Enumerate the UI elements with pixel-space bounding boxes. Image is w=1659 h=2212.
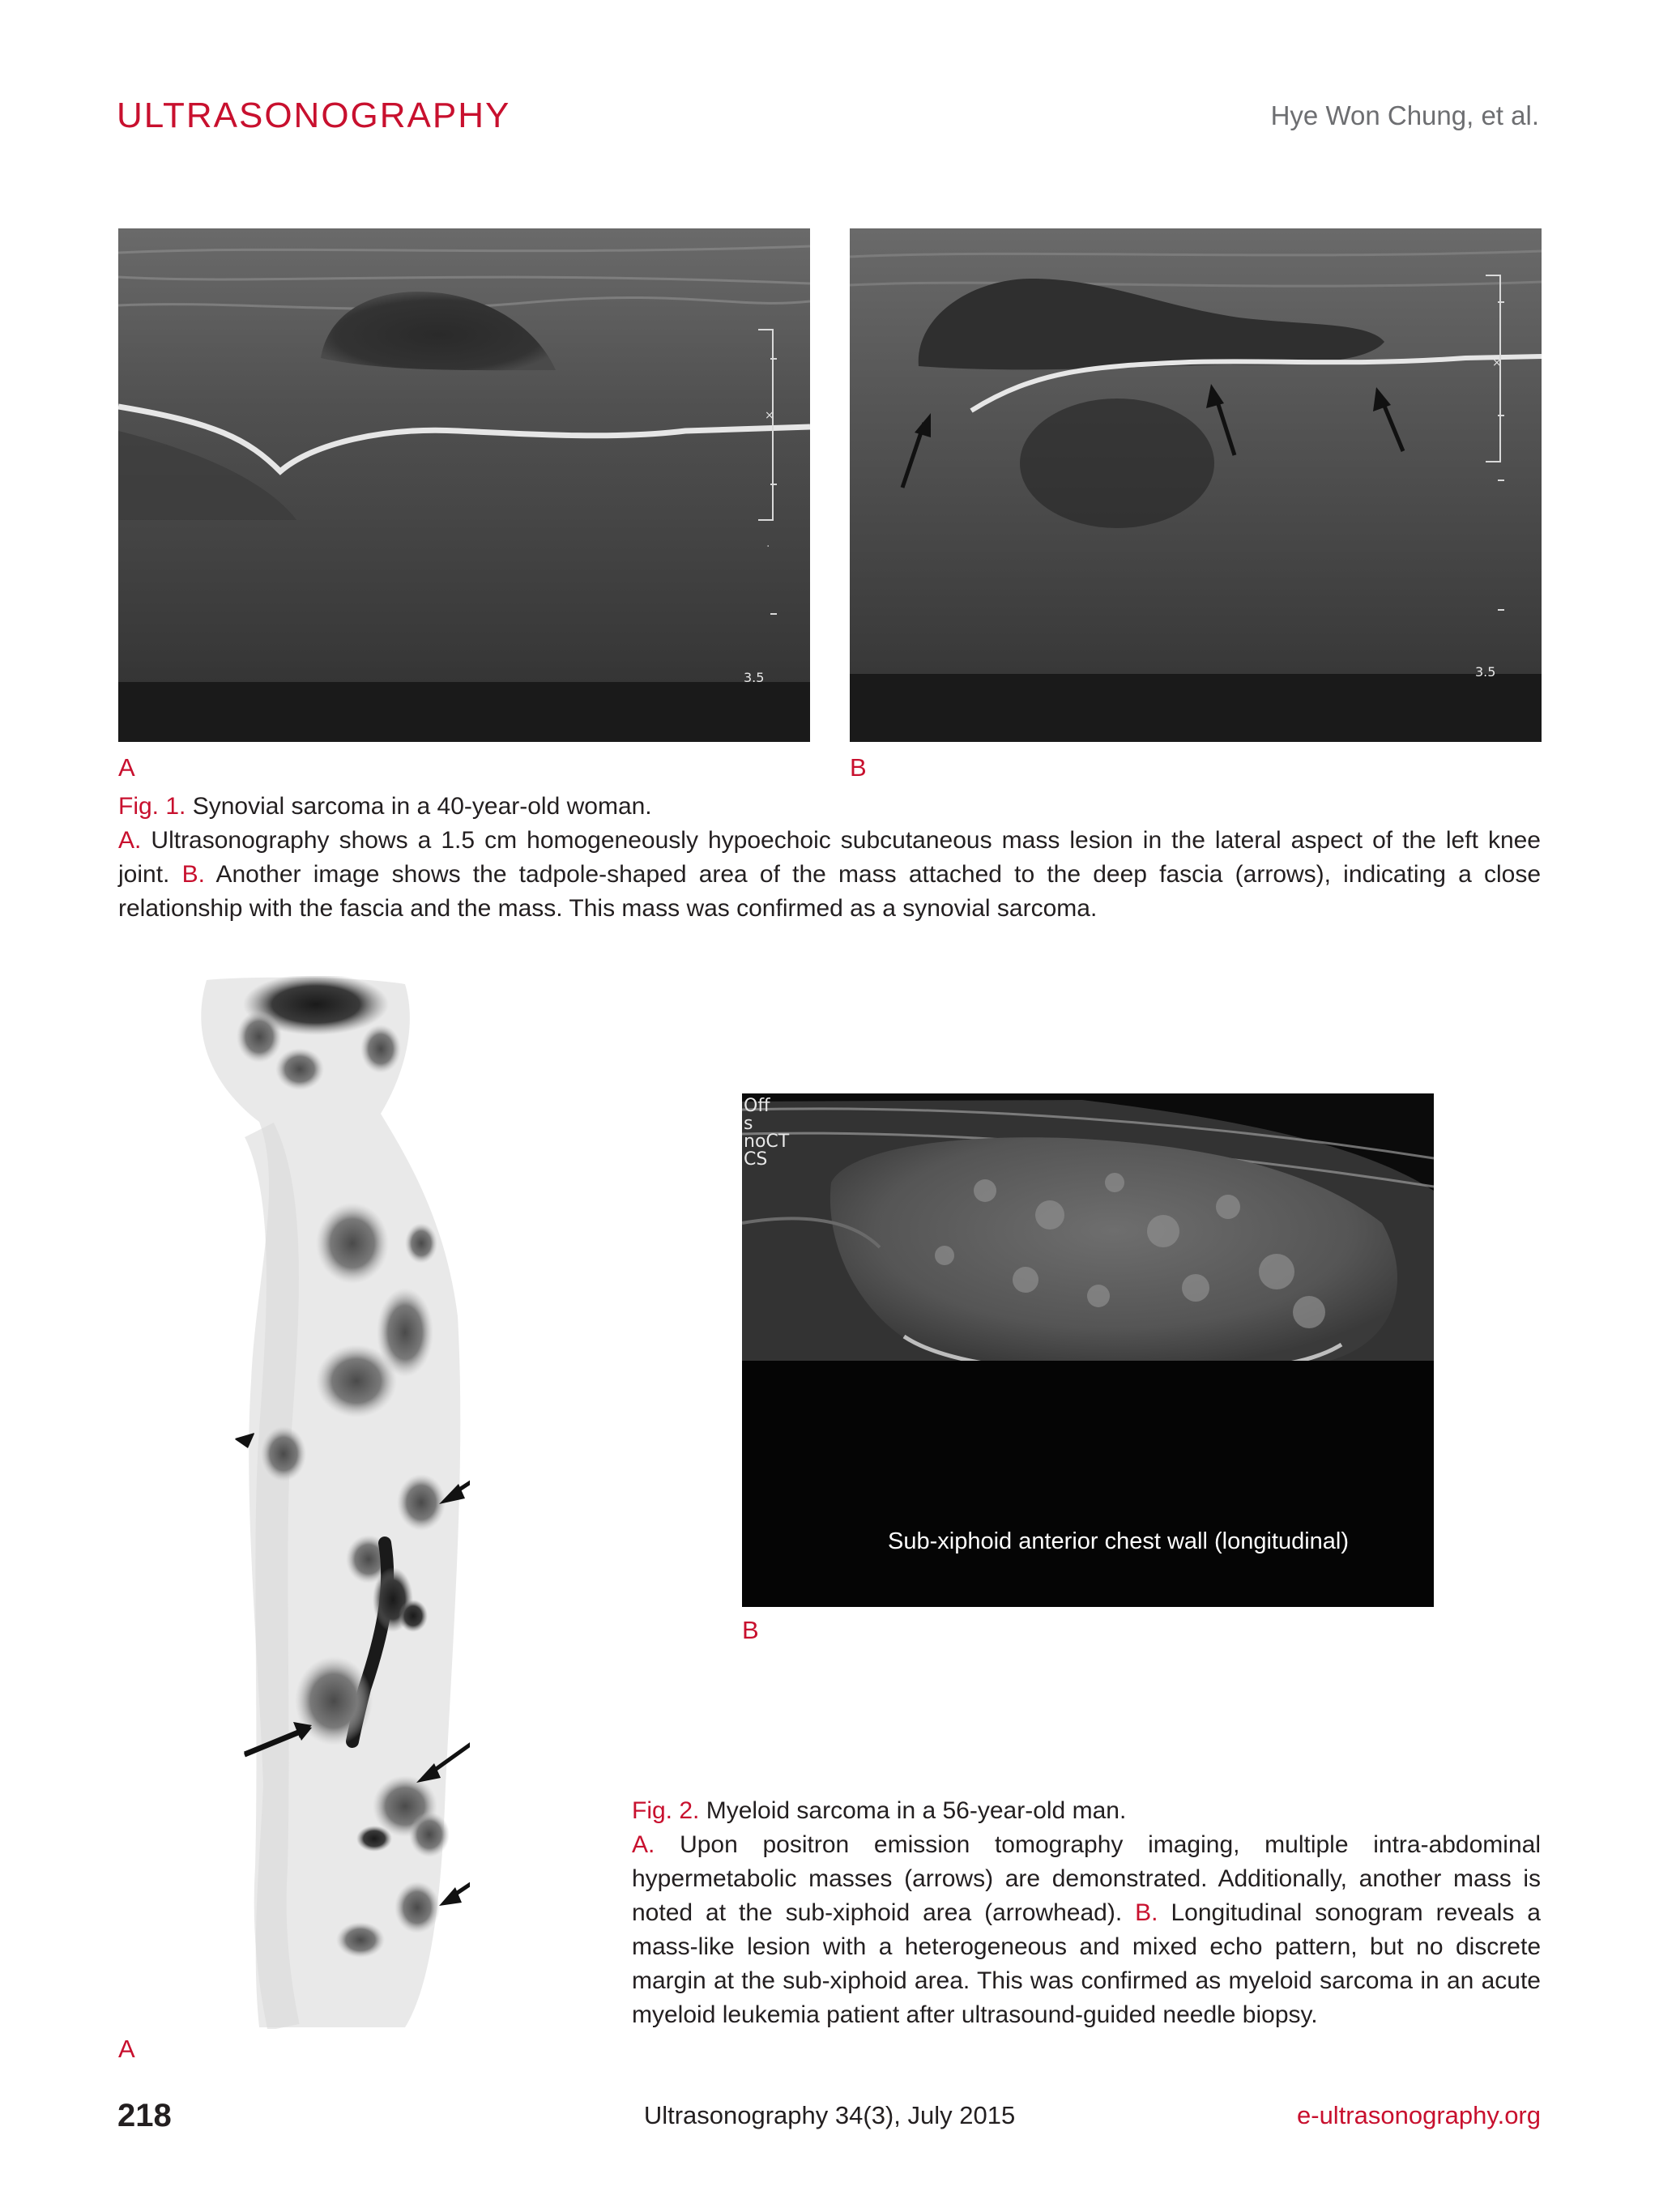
fig2-caption-body — [632, 1828, 1541, 2032]
fig1b-depth-readout: 3.5 — [1475, 664, 1496, 680]
svg-text:×: × — [1492, 356, 1502, 369]
fig1-caption-title-line — [118, 790, 1541, 824]
fig2-ultrasound-image-b — [742, 1093, 1434, 1607]
fig2b-overlay-label: Sub-xiphoid anterior chest wall (longitudinal) — [888, 1528, 1350, 1554]
fig2-caption-b-text: Longitudinal sonogram reveals a mass-like lesion with a heterogeneous and mixed echo pattern, but no discrete margin at the sub-xiphoid area. This was confirmed as myeloid sarcoma in an acute myeloid leukemia patient after ultrasound-guided needle biopsy. — [632, 1899, 1541, 2028]
footer-citation: Ultrasonography 34(3), July 2015 — [643, 2101, 1016, 2129]
svg-text:.: . — [766, 537, 770, 550]
journal-title: ULTRASONOGRAPHY — [117, 96, 511, 135]
fig1-caption-title: Synovial sarcoma in a 40-year-old woman. — [192, 793, 652, 820]
fig2-caption-a-ref: A. — [632, 1831, 655, 1858]
fig2b-corner-line-1: Off — [744, 1096, 770, 1116]
fig1-caption-body — [118, 824, 1541, 926]
fig2b-corner-line-2: s — [744, 1114, 753, 1134]
fig1-caption-a-text: Ultrasonography shows a 1.5 cm homogeneously hypoechoic subcutaneous mass lesion in the lateral aspect of the left knee joint. — [118, 827, 1541, 888]
fig1-caption-number: Fig. 1. — [118, 793, 186, 820]
page-number: 218 — [117, 2098, 172, 2133]
fig2-panel-label-a: A — [118, 2035, 135, 2063]
fig2-caption-a-text: Upon positron emission tomography imaging, multiple intra-abdominal hypermetabolic masses (arrows) are demonstrated. Additionally, another mass is noted at the sub-xiphoid area (arrowhead). — [632, 1831, 1541, 1926]
fig2-caption-title: Myeloid sarcoma in a 56-year-old man. — [706, 1797, 1127, 1824]
fig2-caption-title-line — [632, 1794, 1541, 1828]
fig2-caption — [632, 1794, 1541, 2032]
fig2b-corner-line-4: CS — [744, 1149, 768, 1170]
fig2-panel-label-b: B — [742, 1616, 759, 1644]
running-head-authors: Hye Won Chung, et al. — [1270, 100, 1539, 130]
fig1-ultrasound-image-a — [118, 228, 810, 742]
svg-text:×: × — [765, 409, 774, 422]
fig1a-depth-readout: 3.5 — [744, 670, 765, 685]
fig2-caption-b-ref: B. — [1135, 1899, 1158, 1926]
fig2b-corner-line-3: noCT — [744, 1132, 790, 1152]
footer-website-link[interactable]: e-ultrasonography.org — [1297, 2101, 1541, 2129]
fig1-panel-label-a: A — [118, 753, 135, 782]
fig1-caption — [118, 790, 1541, 926]
fig2-caption-number: Fig. 2. — [632, 1797, 700, 1824]
fig1-ultrasound-image-b — [850, 228, 1542, 742]
fig1-panel-label-b: B — [850, 753, 867, 782]
fig1-caption-b-text: Another image shows the tadpole-shaped area of the mass attached to the deep fascia (arrows), indicating a close relationship with the fascia and the mass. This mass was confirmed as a synovial sarcoma. — [118, 861, 1542, 922]
fig1-caption-b-ref: B. — [181, 861, 205, 888]
fig1-caption-a-ref: A. — [118, 827, 142, 854]
fig2a-external-arrows — [122, 1417, 316, 1782]
